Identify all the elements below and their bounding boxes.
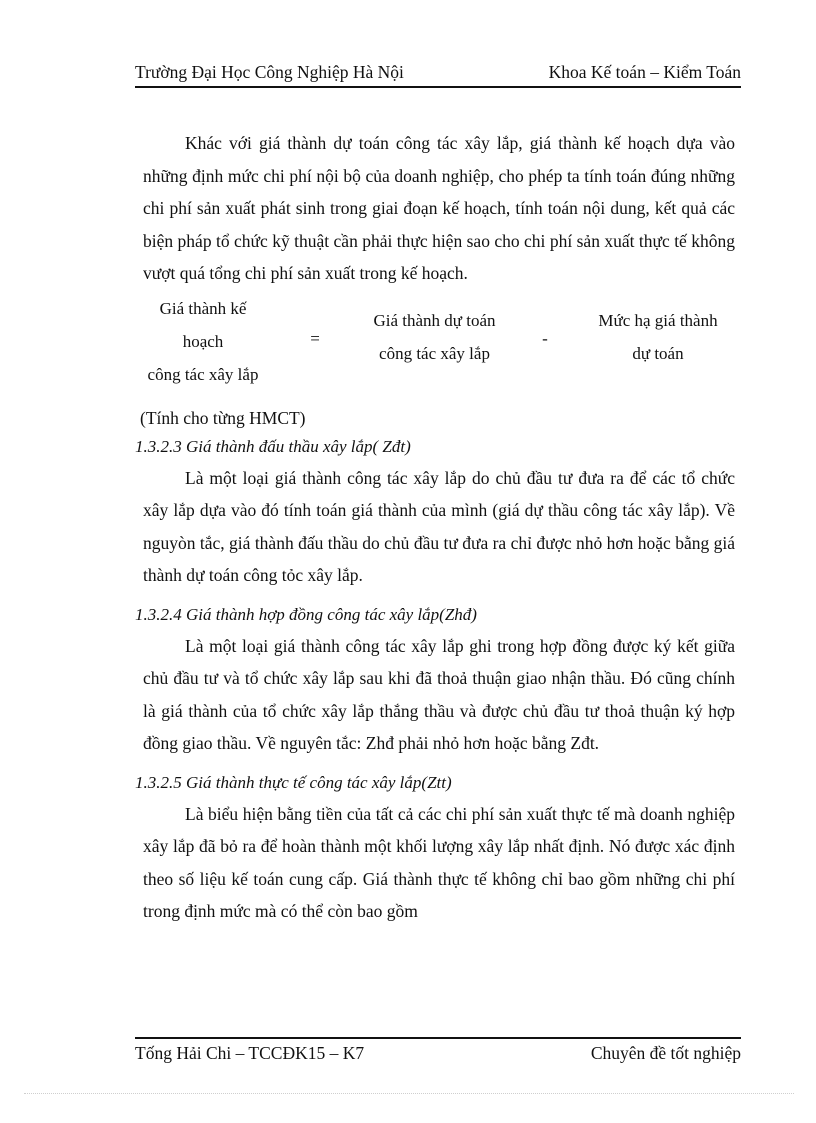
header-university: Trường Đại Học Công Nghiệp Hà Nội [135, 62, 404, 82]
formula-left-term [143, 292, 263, 391]
footer-document-type: Chuyên đề tốt nghiệp [590, 1043, 741, 1063]
formula-left-line: hoạch [182, 331, 224, 351]
formula-minus-sign: - [542, 328, 548, 348]
formula-middle-line: Giá thành dự toán [373, 310, 496, 330]
footer-author: Tống Hải Chi – TCCĐK15 – K7 [135, 1043, 365, 1063]
section-heading: 1.3.2.3 Giá thành đấu thầu xây lắp( Zđt) [135, 436, 411, 456]
section-paragraph: Là một loại giá thành công tác xây lắp ghi trong hợp đồng được ký kết giữa chủ đầu tư và tổ chức xây lắp sau khi đã thoả thuận giao nhận thầu. Đó cũng chính là giá thành của tổ chức xây lắp thắng thầu và được chủ đầu tư thoả thuận ký hợp đồng giao thầu. Về nguyên tắc: Zhđ phải nhỏ hơn hoặc bằng Zđt. [143, 635, 735, 753]
formula-right-line: dự toán [632, 343, 684, 363]
formula-left-line: Giá thành kế [159, 298, 247, 318]
document-body [135, 127, 735, 928]
intro-paragraph: Khác với giá thành dự toán công tác xây lắp, giá thành kế hoạch dựa vào những định mức chi phí nội bộ của doanh nghiệp, cho phép ta tính toán đúng những chi phí sản xuất phát sinh trong giai đoạn kế hoạch, tính toán nội dung, kết quả các biện pháp tổ chức kỹ thuật cần phải thực hiện sao cho chi phí sản xuất thực tế không vượt quá tổng chi phí sản xuất trong kế hoạch. [143, 133, 735, 283]
formula-equals-sign: = [310, 328, 320, 348]
page-bottom-divider [24, 1093, 794, 1094]
section-heading: 1.3.2.5 Giá thành thực tế công tác xây lắp(Ztt) [135, 772, 452, 792]
page-footer [135, 1043, 741, 1067]
footer-rule [135, 1037, 741, 1039]
section-paragraph: Là một loại giá thành công tác xây lắp do chủ đầu tư đưa ra để các tổ chức xây lắp dựa vào đó tính toán giá thành của mình (giá dự thầu công tác xây lắp). Về nguyòn tắc, giá thành đấu thầu do chủ đầu tư đưa ra chỉ được nhỏ hơn hoặc bằng giá thành dự toán công tỏc xây lắp. [143, 467, 735, 585]
page-header [135, 60, 741, 88]
header-department: Khoa Kế toán – Kiểm Toán [548, 62, 741, 82]
formula-block [143, 292, 735, 404]
formula-middle-term [347, 304, 522, 370]
formula-right-term [575, 304, 741, 370]
formula-right-line: Mức hạ giá thành [598, 310, 718, 330]
section-heading: 1.3.2.4 Giá thành hợp đồng công tác xây lắp(Zhđ) [135, 604, 477, 624]
section-paragraph: Là biểu hiện bằng tiền của tất cả các chi phí sản xuất thực tế mà doanh nghiệp xây lắp đã bỏ ra để hoàn thành một khối lượng xây lắp nhất định. Nó được xác định theo số liệu kế toán cung cấp. Giá thành thực tế không chỉ bao gồm những chi phí trong định mức mà có thể còn bao gồm [143, 803, 735, 921]
formula-middle-line: công tác xây lắp [379, 343, 490, 363]
formula-left-line: công tác xây lắp [147, 364, 259, 384]
formula-note: (Tính cho từng HMCT) [140, 407, 306, 428]
